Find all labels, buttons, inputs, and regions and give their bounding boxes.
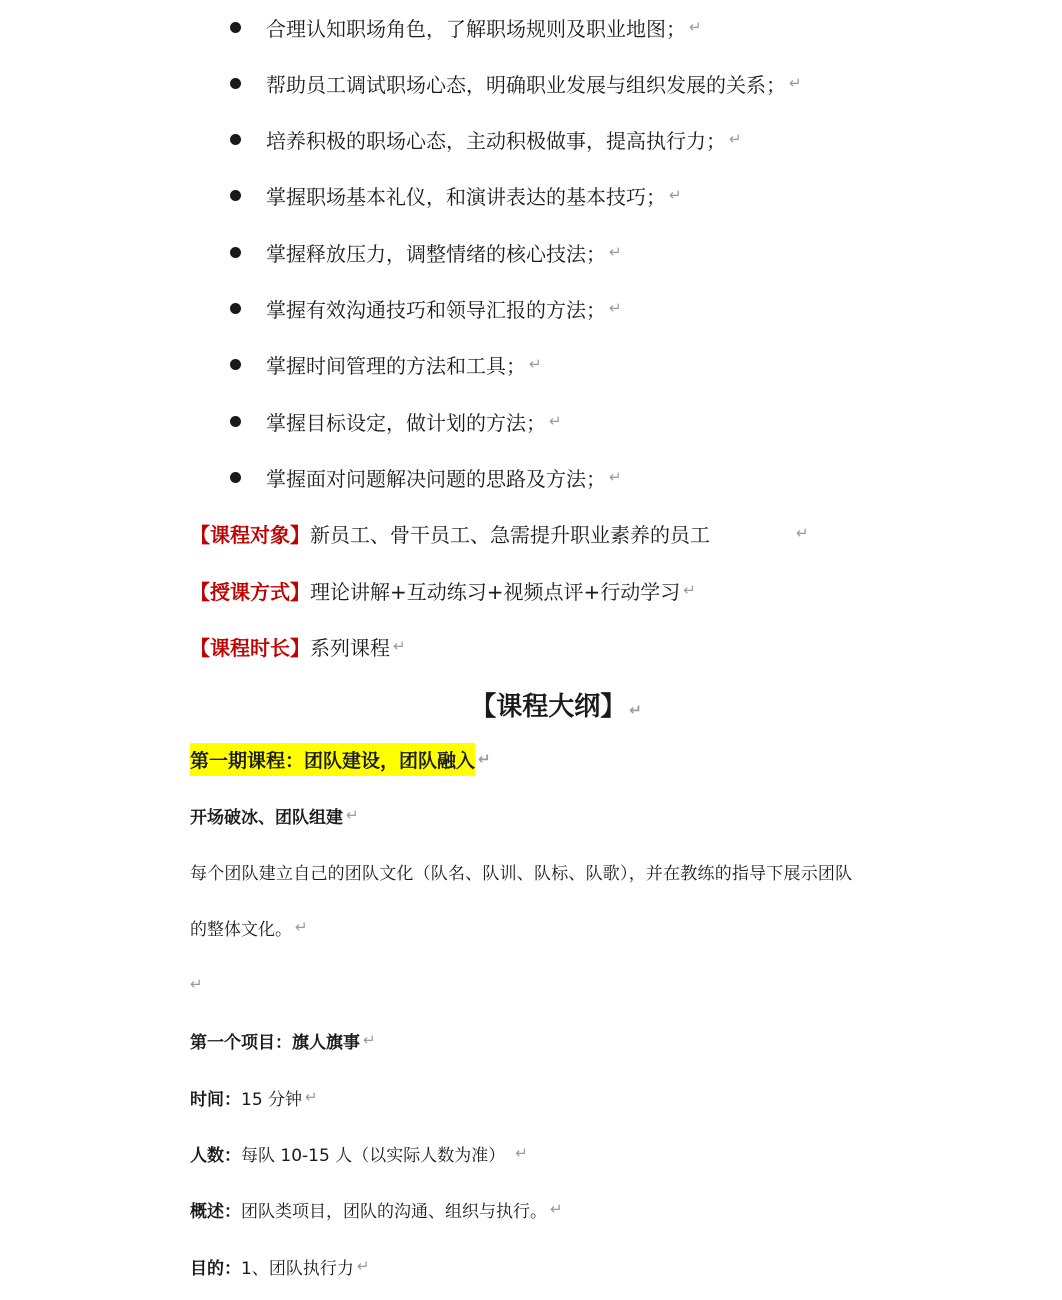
bullet-icon [230, 78, 241, 89]
session-paragraph-line [190, 857, 852, 885]
course-duration-label: 【课程时长】 [190, 635, 310, 660]
project-people-label: 人数： [190, 1145, 241, 1166]
project-summary [190, 1195, 563, 1223]
project-purpose [190, 1252, 369, 1280]
outline-heading-text: 【课程大纲】 [470, 691, 627, 722]
course-method-label: 【授课方式】 [190, 579, 310, 604]
project-people-value: 每队 10-15 人（以实际人数为准） [241, 1145, 506, 1166]
bullet-icon [230, 416, 241, 427]
project-people [190, 1139, 528, 1167]
session-subheading-text: 开场破冰、团队组建 [190, 807, 343, 828]
objective-item [230, 406, 562, 436]
objective-text: 合理认知职场角色，了解职场规则及职业地图； [266, 16, 686, 41]
bullet-icon [230, 359, 241, 370]
project-purpose-label: 目的： [190, 1258, 241, 1279]
objective-text: 掌握面对问题解决问题的思路及方法； [266, 466, 606, 491]
bullet-icon [230, 22, 241, 33]
objective-item [230, 349, 542, 379]
project-title [190, 1026, 376, 1054]
paragraph-mark-icon: ↵ [305, 1088, 318, 1106]
paragraph-mark-icon: ↵ [629, 700, 642, 719]
paragraph-mark-icon: ↵ [515, 1144, 528, 1162]
course-duration-value: 系列课程 [310, 635, 390, 660]
project-purpose-value: 1、团队执行力 [241, 1258, 354, 1279]
paragraph-mark-icon: ↵ [549, 412, 562, 430]
paragraph-mark-icon: ↵ [609, 299, 622, 317]
course-audience [190, 518, 809, 548]
objective-text: 掌握时间管理的方法和工具； [266, 353, 526, 378]
objective-item [230, 293, 622, 323]
course-duration [190, 631, 406, 661]
empty-paragraph [190, 970, 203, 998]
session-paragraph-text: 的整体文化。 [190, 919, 292, 940]
session-title [190, 742, 491, 776]
course-audience-value: 新员工、骨干员工、急需提升职业素养的员工 [310, 522, 710, 547]
outline-heading [0, 686, 1062, 722]
paragraph-mark-icon: ↵ [478, 750, 491, 768]
bullet-icon [230, 247, 241, 258]
paragraph-mark-icon: ↵ [529, 355, 542, 373]
course-audience-label: 【课程对象】 [190, 522, 310, 547]
objective-item [230, 180, 682, 210]
bullet-icon [230, 190, 241, 201]
objective-item [230, 462, 622, 492]
paragraph-mark-icon: ↵ [729, 130, 742, 148]
objective-text: 掌握目标设定，做计划的方法； [266, 410, 546, 435]
paragraph-mark-icon: ↵ [689, 18, 702, 36]
paragraph-mark-icon: ↵ [356, 1257, 370, 1275]
objective-item [230, 124, 742, 154]
paragraph-mark-icon: ↵ [609, 243, 622, 261]
project-summary-label: 概述： [190, 1201, 241, 1222]
project-time-value: 15 分钟 [241, 1089, 303, 1110]
project-time-label: 时间： [190, 1089, 241, 1110]
session-subheading [190, 801, 359, 829]
objective-text: 掌握职场基本礼仪，和演讲表达的基本技巧； [266, 184, 666, 209]
session-title-text: 第一期课程：团队建设，团队融入 [190, 743, 475, 776]
objective-text: 掌握有效沟通技巧和领导汇报的方法； [266, 297, 606, 322]
paragraph-mark-icon: ↵ [363, 1031, 376, 1049]
paragraph-mark-icon: ↵ [190, 975, 203, 993]
project-summary-value: 团队类项目，团队的沟通、组织与执行。 [241, 1201, 547, 1222]
objective-text: 帮助员工调试职场心态，明确职业发展与组织发展的关系； [266, 72, 786, 97]
paragraph-mark-icon: ↵ [796, 524, 809, 542]
paragraph-mark-icon: ↵ [669, 186, 682, 204]
objective-item [230, 12, 702, 42]
paragraph-mark-icon: ↵ [609, 468, 622, 486]
bullet-icon [230, 303, 241, 314]
objective-text: 掌握释放压力，调整情绪的核心技法； [266, 241, 606, 266]
objective-item [230, 68, 802, 98]
objective-item [230, 237, 622, 267]
paragraph-mark-icon: ↵ [550, 1200, 563, 1218]
project-time [190, 1083, 318, 1111]
bullet-icon [230, 472, 241, 483]
paragraph-mark-icon: ↵ [346, 806, 359, 824]
course-method-value: 理论讲解+互动练习+视频点评+行动学习 [310, 579, 681, 604]
paragraph-mark-icon: ↵ [683, 581, 696, 599]
project-title-text: 第一个项目：旗人旗事 [190, 1032, 360, 1053]
bullet-icon [230, 134, 241, 145]
paragraph-mark-icon: ↵ [295, 918, 308, 936]
course-method [190, 575, 696, 605]
session-paragraph-line [190, 913, 308, 941]
objective-text: 培养积极的职场心态，主动积极做事，提高执行力； [266, 128, 726, 153]
session-paragraph-text: 每个团队建立自己的团队文化（队名、队训、队标、队歌），并在教练的指导下展示团队 [190, 863, 853, 884]
paragraph-mark-icon: ↵ [789, 74, 802, 92]
paragraph-mark-icon: ↵ [393, 637, 406, 655]
